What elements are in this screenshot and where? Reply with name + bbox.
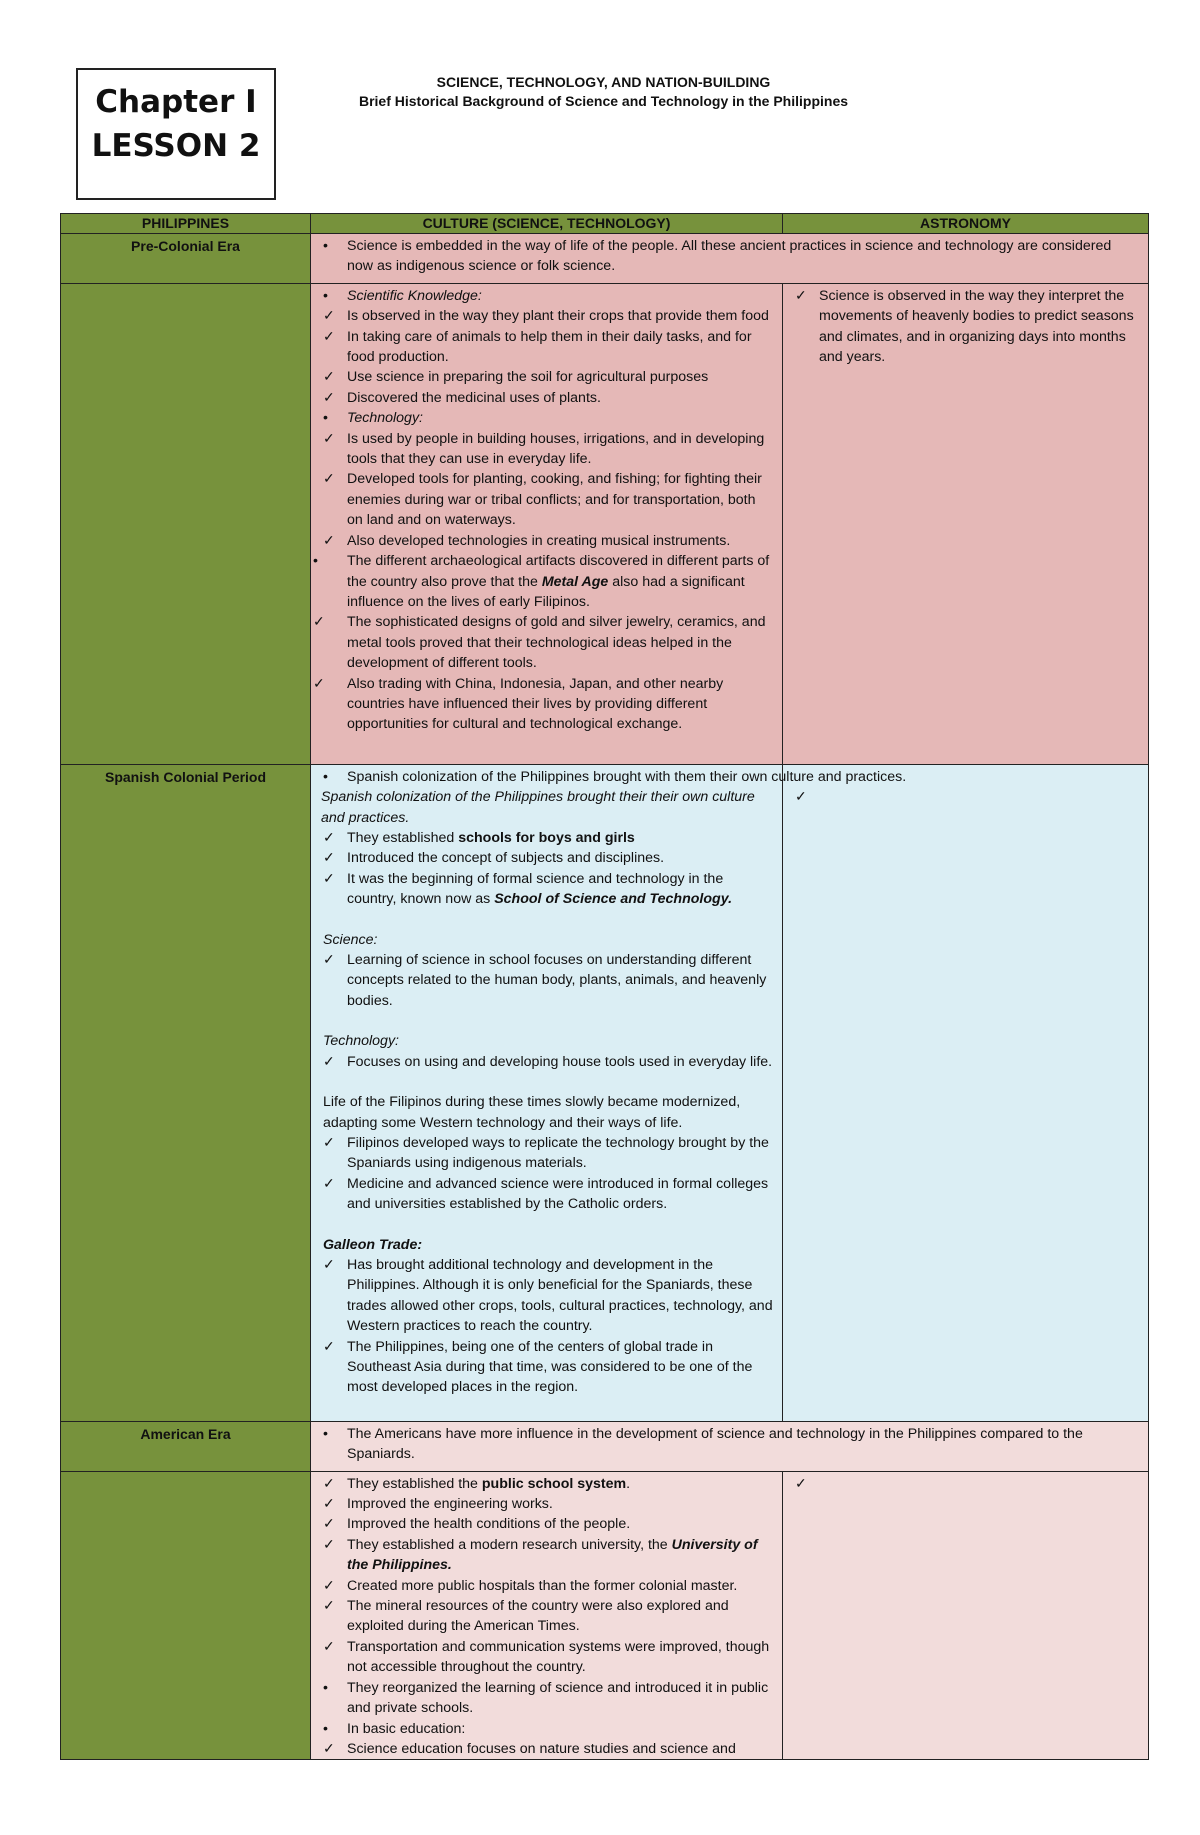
- list-item: [313, 551, 774, 612]
- spanish-lead-text: Spanish colonization of the Philippines brought their their own culture and practices.: [321, 789, 755, 826]
- checkmark-icon: ✓: [313, 614, 325, 631]
- item-text: Also trading with China, Indonesia, Japan, and other nearby countries have influenced their lives by providing different opportunities for cultural and technological exchange.: [347, 675, 724, 733]
- checkmark-icon: ✓: [323, 850, 335, 867]
- bullet-icon: •: [323, 1679, 328, 1696]
- spanish-intro-text: Spanish colonization of the Philippines brought with them their own culture and practices.: [347, 768, 907, 785]
- era-spanish: Spanish Colonial Period: [61, 764, 311, 1421]
- item-text: Improved the engineering works.: [347, 1496, 553, 1513]
- list-item: [321, 367, 774, 387]
- list-item: [321, 1678, 774, 1719]
- american-astronomy-cell: [783, 1471, 1149, 1760]
- list-item: [321, 1514, 774, 1534]
- chapter-lesson-box: [76, 68, 276, 200]
- checkmark-icon: ✓: [323, 1740, 335, 1757]
- checkmark-icon: ✓: [323, 430, 335, 447]
- list-item: [321, 1739, 774, 1759]
- item-text: It was the beginning of formal science and technology in the country, known now as: [347, 870, 724, 908]
- item-text: Medicine and advanced science were introduced in formal colleges and universities established by the Catholic orders.: [347, 1175, 769, 1213]
- list-item: [321, 531, 774, 551]
- precolonial-intro-cell: [311, 234, 1149, 284]
- list-item: [321, 469, 774, 530]
- bullet-icon: •: [313, 553, 318, 570]
- precolonial-detail-row: [61, 283, 1149, 764]
- lesson-label: LESSON 2: [91, 128, 261, 164]
- item-text: They established a modern research university, the: [347, 1536, 672, 1553]
- checkmark-icon: ✓: [313, 675, 325, 692]
- checkmark-icon: ✓: [323, 471, 335, 488]
- item-text: Use science in preparing the soil for agricultural purposes: [347, 369, 709, 386]
- checkmark-icon: ✓: [323, 532, 335, 549]
- american-detail-row: [61, 1471, 1149, 1760]
- list-item: [321, 388, 774, 408]
- list-item: [313, 674, 774, 735]
- item-text: Introduced the concept of subjects and disciplines.: [347, 850, 665, 867]
- checkmark-icon: ✓: [795, 788, 807, 805]
- list-item: [321, 1133, 774, 1174]
- era-precolonial-blank: [61, 283, 311, 764]
- spanish-culture-cell: [311, 764, 907, 1421]
- item-text: Has brought additional technology and development in the Philippines. Although it is only beneficial for the Spaniards, these trades allowed other crops, tools, cultural practices, technology, and Western practices to reach the country.: [347, 1256, 773, 1335]
- list-item: [321, 1494, 774, 1514]
- item-text: Learning of science in school focuses on understanding different concepts related to the human body, plants, animals, and heavenly bodies.: [347, 952, 767, 1009]
- item-text: They reorganized the learning of science and introduced it in public and private schools.: [347, 1679, 769, 1717]
- american-intro-row: [61, 1421, 1149, 1471]
- list-item: [321, 1719, 774, 1739]
- precolonial-culture-list: [313, 286, 774, 735]
- bullet-icon: •: [323, 768, 328, 785]
- item-text: Discovered the medicinal uses of plants.: [347, 389, 601, 406]
- item-text: Developed tools for planting, cooking, and fishing; for fighting their enemies during war or tribal conflicts; and for transportation, both on land and on waterways.: [347, 471, 762, 529]
- checkmark-icon: ✓: [323, 389, 335, 406]
- item-text: The Philippines, being one of the centers of global trade in Southeast Asia during that time, was considered to be one of the most developed places in the region.: [347, 1338, 753, 1396]
- up-emphasis: University of the Philippines.: [347, 1536, 758, 1574]
- item-text: Improved the health conditions of the people.: [347, 1516, 631, 1533]
- list-item: [321, 767, 907, 787]
- list-item: [321, 429, 774, 470]
- technology-label: Technology:: [323, 1033, 399, 1050]
- checkmark-icon: ✓: [323, 1053, 335, 1070]
- schools-emphasis: schools for boys and girls: [458, 830, 635, 847]
- item-text: Created more public hospitals than the former colonial master.: [347, 1577, 738, 1594]
- precolonial-intro-text: Science is embedded in the way of life of the people. All these ancient practices in science and technology are considered now as indigenous science or folk science.: [347, 238, 1112, 275]
- astronomy-text: Science is observed in the way they interpret the movements of heavenly bodies to predict seasons and climates, and in organizing days into months and years.: [819, 287, 1134, 366]
- list-item: [321, 306, 774, 326]
- spanish-list-2: [321, 950, 774, 1011]
- checkmark-icon: ✓: [323, 308, 335, 325]
- list-item: [321, 1596, 774, 1637]
- item-text: Focuses on using and developing house tools used in everyday life.: [347, 1053, 773, 1070]
- american-intro-cell: [311, 1421, 1149, 1471]
- science-label: Science:: [323, 931, 378, 948]
- precolonial-culture-cell: [311, 283, 783, 764]
- checkmark-icon: ✓: [323, 830, 335, 847]
- item-text: .: [626, 1475, 631, 1492]
- item-text: Also developed technologies in creating musical instruments.: [347, 532, 731, 549]
- list-item: [321, 327, 774, 368]
- list-item: [321, 1174, 774, 1215]
- metal-age-emphasis: Metal Age: [541, 573, 609, 590]
- american-intro-list: [321, 1424, 1140, 1465]
- list-item: [321, 236, 1140, 277]
- list-item: [321, 828, 774, 848]
- list-item: [321, 950, 774, 1011]
- list-item: [321, 1637, 774, 1678]
- checkmark-icon: ✓: [323, 1536, 335, 1553]
- checkmark-icon: ✓: [795, 1475, 807, 1492]
- list-item: [321, 869, 774, 910]
- public-school-emphasis: public school system: [481, 1475, 627, 1492]
- checkmark-icon: ✓: [323, 1134, 335, 1151]
- checkmark-icon: ✓: [323, 1475, 335, 1492]
- item-text: In basic education:: [347, 1720, 466, 1737]
- era-american: American Era: [61, 1421, 311, 1471]
- spanish-intro-list: [321, 767, 907, 787]
- checkmark-icon: ✓: [323, 1256, 335, 1273]
- checkmark-icon: ✓: [323, 328, 335, 345]
- checkmark-icon: ✓: [323, 369, 335, 386]
- checkmark-icon: ✓: [323, 1598, 335, 1615]
- list-item: [313, 612, 774, 673]
- item-text: Technology:: [347, 410, 423, 427]
- checkmark-icon: ✓: [323, 1577, 335, 1594]
- american-intro-text: The Americans have more influence in the development of science and technology in the Philippines compared to the Spaniards.: [347, 1425, 1083, 1463]
- list-item: [321, 1576, 774, 1596]
- bullet-icon: •: [323, 1425, 328, 1442]
- item-text: The different archaeological artifacts discovered in different parts of the country also prove that the: [347, 553, 770, 590]
- item-text: Science education focuses on nature studies and science and: [347, 1740, 736, 1757]
- col-header-culture: CULTURE (SCIENCE, TECHNOLOGY): [311, 214, 783, 234]
- bullet-icon: •: [323, 1720, 328, 1737]
- item-text: Is used by people in building houses, irrigations, and in developing tools that they can use in everyday life.: [347, 430, 765, 468]
- list-item: [321, 1337, 774, 1398]
- spanish-row: [61, 764, 1149, 1421]
- precolonial-intro-list: [321, 236, 1140, 277]
- item-text: Filipinos developed ways to replicate the technology brought by the Spaniards using indigenous materials.: [347, 1134, 769, 1172]
- life-of-filipinos-text: Life of the Filipinos during these times slowly became modernized, adapting some Western technology and their ways of life.: [323, 1094, 741, 1131]
- precolonial-astronomy-list: [793, 286, 1140, 368]
- document-title: SCIENCE, TECHNOLOGY, AND NATION-BUILDING: [436, 74, 771, 90]
- list-item: [321, 286, 774, 306]
- spanish-list-4: [321, 1133, 774, 1215]
- col-header-philippines: PHILIPPINES: [61, 214, 311, 234]
- checkmark-icon: ✓: [795, 287, 807, 304]
- list-item: [321, 1052, 774, 1072]
- history-table: [60, 213, 1149, 1760]
- era-american-blank: [61, 1471, 311, 1760]
- list-item: [321, 1535, 774, 1576]
- header-row: [61, 214, 1149, 234]
- list-item: [321, 1255, 774, 1337]
- precolonial-astronomy-cell: [783, 283, 1149, 764]
- checkmark-icon: ✓: [323, 1638, 335, 1655]
- item-text: They established: [347, 830, 459, 847]
- school-of-science-emphasis: School of Science and Technology.: [494, 891, 733, 908]
- item-text: Is observed in the way they plant their crops that provide them food: [347, 308, 769, 325]
- item-text: In taking care of animals to help them in their daily tasks, and for food production.: [347, 328, 752, 366]
- item-text: Transportation and communication systems were improved, though not accessible throughout the country.: [347, 1638, 770, 1676]
- checkmark-icon: ✓: [323, 1496, 335, 1513]
- spanish-list-5: [321, 1255, 774, 1398]
- document-subtitle: Brief Historical Background of Science and Technology in the Philippines: [358, 93, 849, 109]
- checkmark-icon: ✓: [323, 870, 335, 887]
- item-text: The mineral resources of the country were also explored and exploited during the American Times.: [347, 1598, 729, 1635]
- bullet-icon: •: [323, 410, 328, 427]
- item-text: Scientific Knowledge:: [347, 287, 482, 304]
- checkmark-icon: ✓: [323, 1175, 335, 1192]
- list-item: [321, 1474, 774, 1494]
- list-item: [321, 848, 774, 868]
- era-precolonial: Pre-Colonial Era: [61, 234, 311, 284]
- spanish-list-3: [321, 1052, 774, 1072]
- checkmark-icon: ✓: [323, 952, 335, 969]
- american-culture-cell: [311, 1471, 783, 1760]
- precolonial-intro-row: [61, 234, 1149, 284]
- chapter-label: Chapter I: [95, 84, 257, 120]
- list-item: [321, 408, 774, 428]
- col-header-astronomy: ASTRONOMY: [783, 214, 1149, 234]
- spanish-list-1: [321, 828, 774, 910]
- item-text: They established the: [347, 1475, 482, 1492]
- list-item: [793, 286, 1140, 368]
- list-item: [321, 1424, 1140, 1465]
- american-culture-list: [321, 1474, 774, 1760]
- item-text: also had a significant influence on the lives of early Filipinos.: [347, 573, 745, 610]
- bullet-icon: •: [323, 238, 328, 254]
- checkmark-icon: ✓: [323, 1338, 335, 1355]
- bullet-icon: •: [323, 287, 328, 304]
- galleon-trade-label: Galleon Trade:: [323, 1236, 423, 1253]
- checkmark-icon: ✓: [323, 1516, 335, 1533]
- spanish-astronomy-cell: [783, 764, 1149, 1421]
- item-text: The sophisticated designs of gold and silver jewelry, ceramics, and metal tools proved that their technological ideas helped in the development of different tools.: [347, 614, 766, 672]
